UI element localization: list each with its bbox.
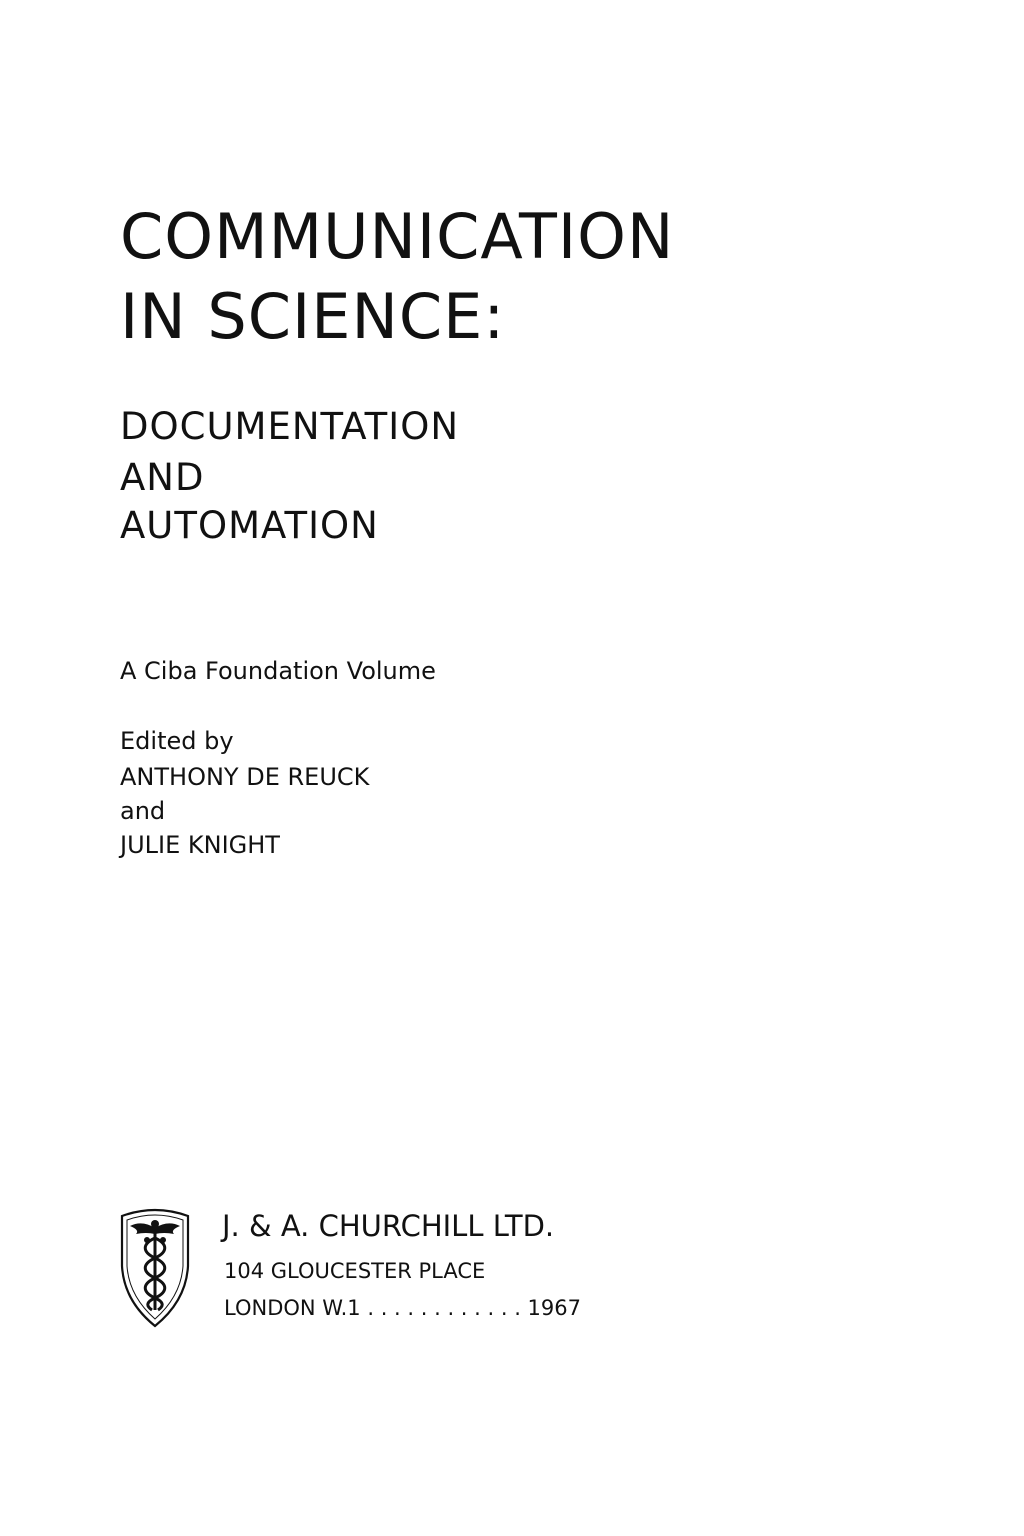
book-title-line-1: COMMUNICATION <box>120 200 675 273</box>
editors-intro: Edited by <box>120 727 234 755</box>
book-subtitle-line-1: DOCUMENTATION <box>120 405 459 448</box>
publisher-address-line-2: LONDON W.1 . . . . . . . . . . . . 1967 <box>224 1296 581 1320</box>
publisher-name: J. & A. CHURCHILL LTD. <box>222 1209 555 1243</box>
book-subtitle-line-2: AND <box>120 456 205 499</box>
editor-name-1: ANTHONY DE REUCK <box>120 763 370 791</box>
series-statement: A Ciba Foundation Volume <box>120 657 436 685</box>
book-subtitle-line-3: AUTOMATION <box>120 504 379 547</box>
publisher-address-line-1: 104 GLOUCESTER PLACE <box>224 1259 486 1283</box>
book-title-line-2: IN SCIENCE: <box>120 280 506 353</box>
caduceus-shield-icon <box>116 1206 194 1328</box>
editors-conjunction: and <box>120 797 166 825</box>
editor-name-2: JULIE KNIGHT <box>120 831 280 859</box>
